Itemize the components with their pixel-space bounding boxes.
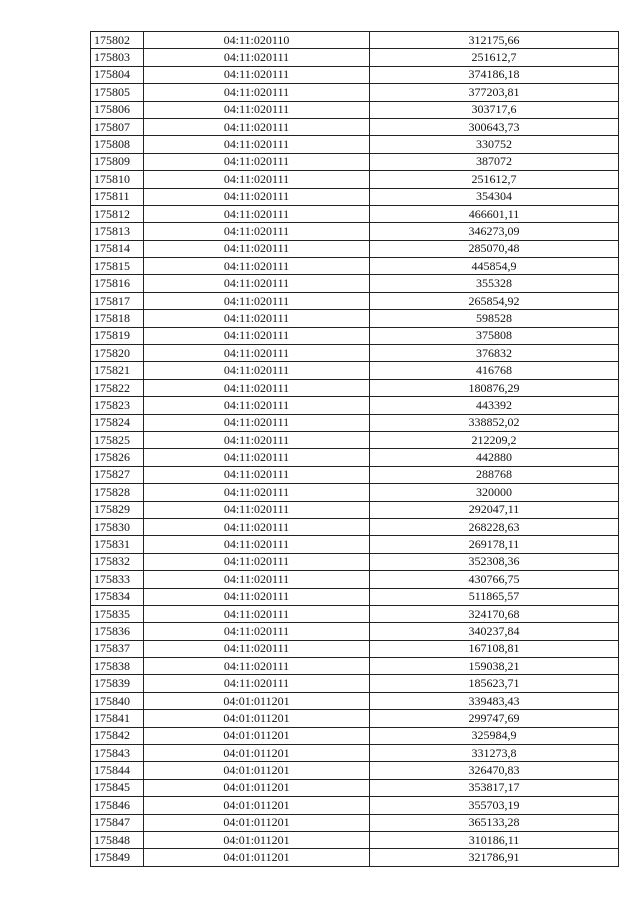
value-cell: 185623,71 <box>370 675 619 692</box>
cadastral-code-cell: 04:11:020111 <box>144 136 370 153</box>
row-id-cell: 175843 <box>91 745 144 762</box>
table-row <box>91 745 619 762</box>
cadastral-code-cell: 04:11:020111 <box>144 258 370 275</box>
cadastral-code-cell: 04:11:020111 <box>144 171 370 188</box>
row-id-cell: 175835 <box>91 605 144 622</box>
table-row <box>91 362 619 379</box>
value-cell: 353817,17 <box>370 779 619 796</box>
value-cell: 466601,11 <box>370 205 619 222</box>
row-id-cell: 175827 <box>91 466 144 483</box>
data-table <box>90 31 619 867</box>
row-id-cell: 175802 <box>91 32 144 49</box>
row-id-cell: 175806 <box>91 101 144 118</box>
table-row <box>91 49 619 66</box>
table-row <box>91 171 619 188</box>
row-id-cell: 175805 <box>91 84 144 101</box>
table-row <box>91 501 619 518</box>
table-row <box>91 431 619 448</box>
table-row <box>91 518 619 535</box>
table-row <box>91 692 619 709</box>
cadastral-code-cell: 04:11:020111 <box>144 345 370 362</box>
table-row <box>91 223 619 240</box>
table-row <box>91 779 619 796</box>
table-row <box>91 797 619 814</box>
cadastral-code-cell: 04:11:020111 <box>144 292 370 309</box>
table-row <box>91 553 619 570</box>
value-cell: 180876,29 <box>370 379 619 396</box>
cadastral-code-cell: 04:11:020111 <box>144 449 370 466</box>
row-id-cell: 175820 <box>91 345 144 362</box>
table-row <box>91 66 619 83</box>
value-cell: 321786,91 <box>370 849 619 866</box>
value-cell: 339483,43 <box>370 692 619 709</box>
row-id-cell: 175846 <box>91 797 144 814</box>
row-id-cell: 175825 <box>91 431 144 448</box>
row-id-cell: 175808 <box>91 136 144 153</box>
table-row <box>91 640 619 657</box>
table-row <box>91 327 619 344</box>
row-id-cell: 175849 <box>91 849 144 866</box>
table-row <box>91 118 619 135</box>
value-cell: 269178,11 <box>370 536 619 553</box>
value-cell: 325984,9 <box>370 727 619 744</box>
row-id-cell: 175830 <box>91 518 144 535</box>
row-id-cell: 175823 <box>91 397 144 414</box>
row-id-cell: 175817 <box>91 292 144 309</box>
cadastral-code-cell: 04:01:011201 <box>144 849 370 866</box>
row-id-cell: 175813 <box>91 223 144 240</box>
cadastral-code-cell: 04:11:020111 <box>144 484 370 501</box>
value-cell: 375808 <box>370 327 619 344</box>
cadastral-code-cell: 04:11:020111 <box>144 153 370 170</box>
table-row <box>91 623 619 640</box>
table-row <box>91 397 619 414</box>
value-cell: 310186,11 <box>370 831 619 848</box>
table-row <box>91 588 619 605</box>
row-id-cell: 175845 <box>91 779 144 796</box>
cadastral-code-cell: 04:11:020111 <box>144 49 370 66</box>
cadastral-code-cell: 04:11:020111 <box>144 640 370 657</box>
table-row <box>91 571 619 588</box>
table-row <box>91 762 619 779</box>
table-row <box>91 658 619 675</box>
row-id-cell: 175818 <box>91 310 144 327</box>
row-id-cell: 175834 <box>91 588 144 605</box>
value-cell: 376832 <box>370 345 619 362</box>
value-cell: 268228,63 <box>370 518 619 535</box>
cadastral-code-cell: 04:11:020111 <box>144 501 370 518</box>
value-cell: 312175,66 <box>370 32 619 49</box>
value-cell: 355328 <box>370 275 619 292</box>
row-id-cell: 175812 <box>91 205 144 222</box>
row-id-cell: 175803 <box>91 49 144 66</box>
value-cell: 377203,81 <box>370 84 619 101</box>
cadastral-code-cell: 04:01:011201 <box>144 814 370 831</box>
value-cell: 292047,11 <box>370 501 619 518</box>
cadastral-code-cell: 04:11:020111 <box>144 101 370 118</box>
value-cell: 598528 <box>370 310 619 327</box>
cadastral-code-cell: 04:11:020110 <box>144 32 370 49</box>
cadastral-code-cell: 04:11:020111 <box>144 275 370 292</box>
table-row <box>91 814 619 831</box>
value-cell: 320000 <box>370 484 619 501</box>
row-id-cell: 175837 <box>91 640 144 657</box>
cadastral-code-cell: 04:11:020111 <box>144 605 370 622</box>
value-cell: 443392 <box>370 397 619 414</box>
value-cell: 352308,36 <box>370 553 619 570</box>
value-cell: 326470,83 <box>370 762 619 779</box>
table-row <box>91 449 619 466</box>
table-row <box>91 136 619 153</box>
row-id-cell: 175816 <box>91 275 144 292</box>
table-row <box>91 188 619 205</box>
cadastral-code-cell: 04:11:020111 <box>144 379 370 396</box>
table-row <box>91 32 619 49</box>
cadastral-code-cell: 04:11:020111 <box>144 518 370 535</box>
row-id-cell: 175848 <box>91 831 144 848</box>
row-id-cell: 175829 <box>91 501 144 518</box>
row-id-cell: 175844 <box>91 762 144 779</box>
row-id-cell: 175822 <box>91 379 144 396</box>
value-cell: 212209,2 <box>370 431 619 448</box>
table-row <box>91 310 619 327</box>
table-row <box>91 153 619 170</box>
row-id-cell: 175821 <box>91 362 144 379</box>
row-id-cell: 175807 <box>91 118 144 135</box>
cadastral-code-cell: 04:11:020111 <box>144 588 370 605</box>
value-cell: 331273,8 <box>370 745 619 762</box>
table-row <box>91 727 619 744</box>
value-cell: 374186,18 <box>370 66 619 83</box>
cadastral-code-cell: 04:11:020111 <box>144 240 370 257</box>
cadastral-code-cell: 04:11:020111 <box>144 84 370 101</box>
table-body <box>91 32 619 867</box>
value-cell: 303717,6 <box>370 101 619 118</box>
row-id-cell: 175811 <box>91 188 144 205</box>
table-row <box>91 84 619 101</box>
row-id-cell: 175815 <box>91 258 144 275</box>
table-row <box>91 240 619 257</box>
cadastral-code-cell: 04:11:020111 <box>144 327 370 344</box>
table-row <box>91 379 619 396</box>
table-row <box>91 275 619 292</box>
table-row <box>91 536 619 553</box>
value-cell: 167108,81 <box>370 640 619 657</box>
row-id-cell: 175824 <box>91 414 144 431</box>
row-id-cell: 175840 <box>91 692 144 709</box>
table-row <box>91 292 619 309</box>
cadastral-code-cell: 04:01:011201 <box>144 762 370 779</box>
value-cell: 354304 <box>370 188 619 205</box>
cadastral-code-cell: 04:11:020111 <box>144 658 370 675</box>
row-id-cell: 175809 <box>91 153 144 170</box>
row-id-cell: 175836 <box>91 623 144 640</box>
cadastral-code-cell: 04:11:020111 <box>144 536 370 553</box>
value-cell: 430766,75 <box>370 571 619 588</box>
table-row <box>91 101 619 118</box>
row-id-cell: 175804 <box>91 66 144 83</box>
cadastral-code-cell: 04:11:020111 <box>144 310 370 327</box>
table-row <box>91 849 619 866</box>
table-row <box>91 710 619 727</box>
cadastral-code-cell: 04:11:020111 <box>144 553 370 570</box>
cadastral-code-cell: 04:01:011201 <box>144 745 370 762</box>
table-row <box>91 605 619 622</box>
value-cell: 251612,7 <box>370 49 619 66</box>
value-cell: 251612,7 <box>370 171 619 188</box>
value-cell: 416768 <box>370 362 619 379</box>
table-row <box>91 414 619 431</box>
cadastral-code-cell: 04:11:020111 <box>144 223 370 240</box>
row-id-cell: 175828 <box>91 484 144 501</box>
cadastral-code-cell: 04:01:011201 <box>144 710 370 727</box>
cadastral-code-cell: 04:11:020111 <box>144 571 370 588</box>
value-cell: 324170,68 <box>370 605 619 622</box>
row-id-cell: 175841 <box>91 710 144 727</box>
value-cell: 346273,09 <box>370 223 619 240</box>
row-id-cell: 175832 <box>91 553 144 570</box>
cadastral-code-cell: 04:11:020111 <box>144 623 370 640</box>
value-cell: 340237,84 <box>370 623 619 640</box>
cadastral-code-cell: 04:11:020111 <box>144 205 370 222</box>
cadastral-code-cell: 04:01:011201 <box>144 727 370 744</box>
row-id-cell: 175814 <box>91 240 144 257</box>
row-id-cell: 175826 <box>91 449 144 466</box>
cadastral-code-cell: 04:11:020111 <box>144 188 370 205</box>
value-cell: 355703,19 <box>370 797 619 814</box>
value-cell: 330752 <box>370 136 619 153</box>
cadastral-code-cell: 04:11:020111 <box>144 66 370 83</box>
value-cell: 445854,9 <box>370 258 619 275</box>
table-row <box>91 484 619 501</box>
cadastral-code-cell: 04:01:011201 <box>144 779 370 796</box>
cadastral-code-cell: 04:01:011201 <box>144 692 370 709</box>
value-cell: 442880 <box>370 449 619 466</box>
cadastral-code-cell: 04:11:020111 <box>144 414 370 431</box>
value-cell: 285070,48 <box>370 240 619 257</box>
cadastral-code-cell: 04:01:011201 <box>144 831 370 848</box>
table-row <box>91 675 619 692</box>
value-cell: 299747,69 <box>370 710 619 727</box>
value-cell: 387072 <box>370 153 619 170</box>
value-cell: 338852,02 <box>370 414 619 431</box>
value-cell: 300643,73 <box>370 118 619 135</box>
cadastral-code-cell: 04:01:011201 <box>144 797 370 814</box>
table-row <box>91 831 619 848</box>
cadastral-code-cell: 04:11:020111 <box>144 675 370 692</box>
value-cell: 288768 <box>370 466 619 483</box>
table-row <box>91 466 619 483</box>
row-id-cell: 175819 <box>91 327 144 344</box>
value-cell: 159038,21 <box>370 658 619 675</box>
value-cell: 265854,92 <box>370 292 619 309</box>
value-cell: 365133,28 <box>370 814 619 831</box>
row-id-cell: 175847 <box>91 814 144 831</box>
row-id-cell: 175838 <box>91 658 144 675</box>
cadastral-code-cell: 04:11:020111 <box>144 397 370 414</box>
row-id-cell: 175833 <box>91 571 144 588</box>
table-row <box>91 258 619 275</box>
table-row <box>91 345 619 362</box>
value-cell: 511865,57 <box>370 588 619 605</box>
cadastral-code-cell: 04:11:020111 <box>144 362 370 379</box>
row-id-cell: 175810 <box>91 171 144 188</box>
row-id-cell: 175831 <box>91 536 144 553</box>
row-id-cell: 175842 <box>91 727 144 744</box>
cadastral-code-cell: 04:11:020111 <box>144 466 370 483</box>
table-row <box>91 205 619 222</box>
row-id-cell: 175839 <box>91 675 144 692</box>
cadastral-code-cell: 04:11:020111 <box>144 431 370 448</box>
cadastral-code-cell: 04:11:020111 <box>144 118 370 135</box>
